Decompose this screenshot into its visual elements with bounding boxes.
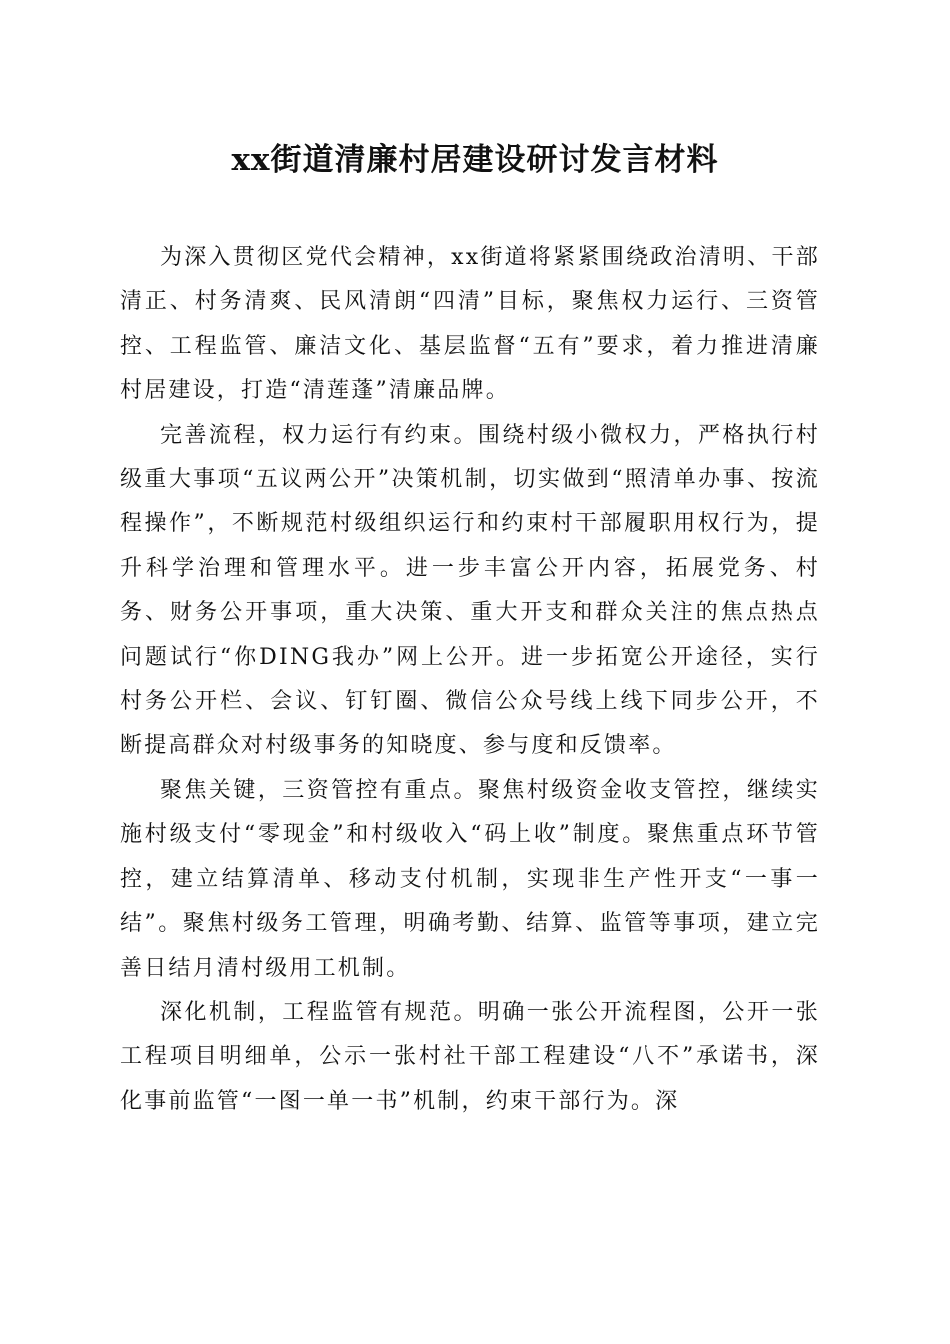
document-body	[120, 236, 820, 1124]
paragraph-project-supervision: 深化机制，工程监管有规范。明确一张公开流程图，公开一张工程项目明细单，公示一张村社干部工程建设“八不”承诺书，深化事前监管“一图一单一书”机制，约束干部行为。深	[120, 999, 820, 1114]
paragraph-intro: 为深入贯彻区党代会精神，xx街道将紧紧围绕政治清明、干部清正、村务清爽、民风清朗“四清”目标，聚焦权力运行、三资管控、工程监管、廉洁文化、基层监督“五有”要求，着力推进清廉村居建设，打造“清莲蓬”清廉品牌。	[120, 245, 820, 404]
paragraph-power-operation: 完善流程，权力运行有约束。围绕村级小微权力，严格执行村级重大事项“五议两公开”决策机制，切实做到“照清单办事、按流程操作”，不断规范村级组织运行和约束村干部履职用权行为，提升科学治理和管理水平。进一步丰富公开内容，拓展党务、村务、财务公开事项，重大决策、重大开支和群众关注的焦点热点问题试行“你DING我办”网上公开。进一步拓宽公开途径，实行村务公开栏、会议、钉钉圈、微信公众号线上线下同步公开，不断提高群众对村级事务的知晓度、参与度和反馈率。	[120, 422, 820, 759]
document-title: xx街道清廉村居建设研讨发言材料	[231, 142, 719, 178]
paragraph-asset-control: 聚焦关键，三资管控有重点。聚焦村级资金收支管控，继续实施村级支付“零现金”和村级收入“码上收”制度。聚焦重点环节管控，建立结算清单、移动支付机制，实现非生产性开支“一事一结”。聚焦村级务工管理，明确考勤、结算、监管等事项，建立完善日结月清村级用工机制。	[120, 777, 820, 981]
